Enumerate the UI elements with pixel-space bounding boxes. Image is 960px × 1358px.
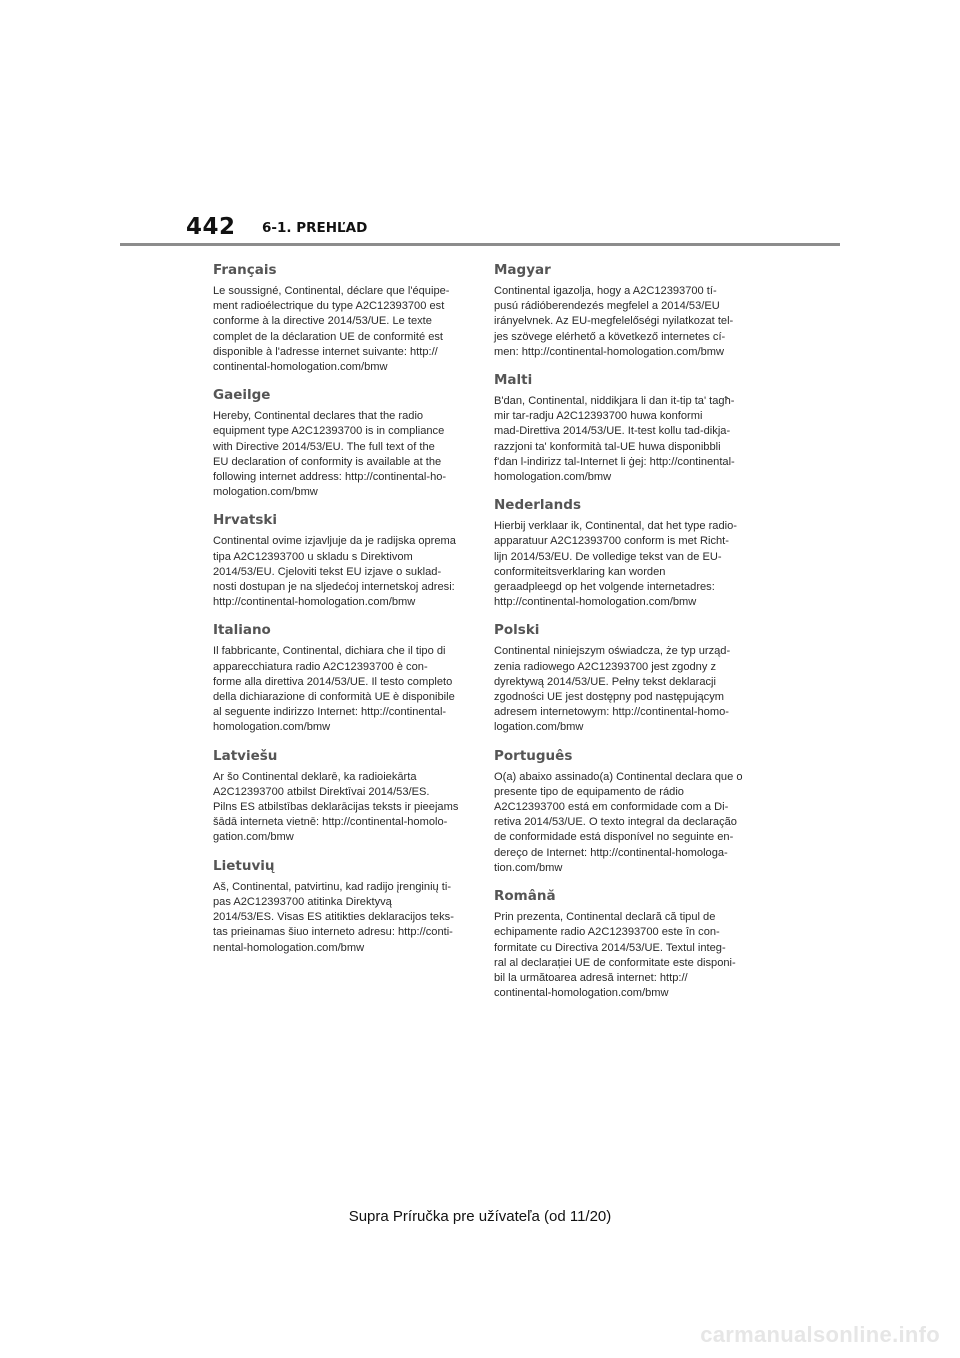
section-title: Malti [494, 372, 533, 389]
section-title: Italiano [213, 622, 271, 639]
section-magyar [494, 262, 746, 360]
section-title: Português [494, 747, 573, 764]
section-title: Gaeilge [213, 387, 271, 404]
section-text: Il fabbricante, Continental, dichiara che il tipo di apparecchiatura radio A2C12393700 è con- forme alla direttiva 2014/53/UE. Il testo completo della dichiarazione di conformità UE è disponibile al seguente indirizzo Internet: http://continental- homologation.com/bmw [213, 645, 455, 734]
section-text: Ar šo Continental deklarē, ka radioiekārta A2C12393700 atbilst Direktīvai 2014/53/ES. Pilns ES atbilstības deklarācijas teksts ir pieejams šādā interneta vietnē: http://continental-homolo- gation.com/bmw [213, 770, 459, 844]
section-title: Nederlands [494, 497, 581, 514]
section-title: Polski [494, 622, 540, 639]
right-column [494, 262, 746, 1013]
left-column [213, 262, 465, 968]
section-text: O(a) abaixo assinado(a) Continental declara que o presente tipo de equipamento de rádio A2C12393700 está em conformidade com a Di- retiva 2014/53/UE. O texto integral da declaração de conformidade está disponível no seguinte en- dereço de Internet: http://continental-homologa- tion.com/bmw [494, 770, 743, 874]
page-header [0, 0, 960, 250]
page-number: 442 [186, 214, 236, 240]
section-text: Continental niniejszym oświadcza, że typ urząd- zenia radiowego A2C12393700 jest zgodny z dyrektywą 2014/53/UE. Pełny tekst deklaracji zgodności UE jest dostępny pod następującym adresem internetowym: http://continental-homo- logation.com/bmw [494, 645, 731, 734]
section-title: Română [494, 888, 556, 905]
section-lietuviu [213, 858, 465, 956]
section-title: Hrvatski [213, 512, 277, 529]
section-text: Hereby, Continental declares that the radio equipment type A2C12393700 is in compliance with Directive 2014/53/EU. The full text of the EU declaration of conformity is available at the following internet address: http://continental-ho- mologation.com/bmw [213, 410, 447, 499]
section-latviesu [213, 748, 465, 846]
section-text: Prin prezenta, Continental declară că tipul de echipamente radio A2C12393700 este în con- formitate cu Directiva 2014/53/UE. Textul integ- ral al declarației UE de conformitate este disponi- bil la următoarea adresă internet: http:// continental-homologation.com/bmw [494, 911, 736, 1000]
section-text: B'dan, Continental, niddikjara li dan it-tip ta' tagħ- mir tar-radju A2C12393700 huwa konformi mad-Direttiva 2014/53/UE. It-test kollu tad-dikja- razzjoni ta' konformità tal-UE huwa disponibbli f'dan l-indirizz tal-Internet li ġej: http://continental- homologation.com/bmw [494, 395, 735, 484]
section-text: Continental ovime izjavljuje da je radijska oprema tipa A2C12393700 u skladu s Direktivom 2014/53/EU. Cjeloviti tekst EU izjave o suklad- nosti dostupan je na sljedećoj internetskoj adresi: http://continental-homologation.com/bmw [213, 535, 456, 609]
section-title: Français [213, 262, 277, 278]
chapter-title: 6-1. PREHĽAD [262, 220, 368, 236]
section-title: Lietuvių [213, 857, 275, 874]
header-divider [120, 243, 840, 246]
section-text: Aš, Continental, patvirtinu, kad radijo įrenginių ti- pas A2C12393700 atitinka Direktyvą 2014/53/ES. Visas ES atitikties deklaracijos teks- tas prieinamas šiuo interneto adresu: http://conti- nental-homologation.com/bmw [213, 880, 454, 954]
section-gaeilge [213, 387, 465, 500]
section-italiano [213, 622, 465, 735]
section-nederlands [494, 497, 746, 610]
page-footer: Supra Príručka pre užívateľa (od 11/20) [348, 1208, 612, 1225]
section-text: Hierbij verklaar ik, Continental, dat het type radio- apparatuur A2C12393700 conform is met Richt- lijn 2014/53/EU. De volledige tekst van de EU- conformiteitsverklaring kan worden geraadpleegd op het volgende internetadres: http://continental-homologation.com/bmw [494, 520, 737, 609]
section-text: Continental igazolja, hogy a A2C12393700 tí- pusú rádióberendezés megfelel a 2014/53/EU irányelvnek. Az EU-megfelelőségi nyilatkozat tel- jes szövege elérhető a következő internetes cí- men: http://continental-homologation.com/bmw [494, 285, 734, 358]
section-romana [494, 888, 746, 1001]
section-hrvatski [213, 512, 465, 610]
section-malti [494, 372, 746, 485]
section-title: Latviešu [213, 747, 278, 764]
section-polski [494, 622, 746, 735]
section-text: Le soussigné, Continental, déclare que l'équipe- ment radioélectrique du type A2C12393700 est conforme à la directive 2014/53/UE. Le texte complet de la déclaration UE de conformité est disponible à l'adresse internet suivante: http:// continental-homologation.com/bmw [213, 285, 450, 374]
section-portugues [494, 748, 746, 876]
section-francais [213, 262, 465, 375]
watermark: carmanualsonline.info [700, 1322, 940, 1347]
section-title: Magyar [494, 262, 551, 278]
